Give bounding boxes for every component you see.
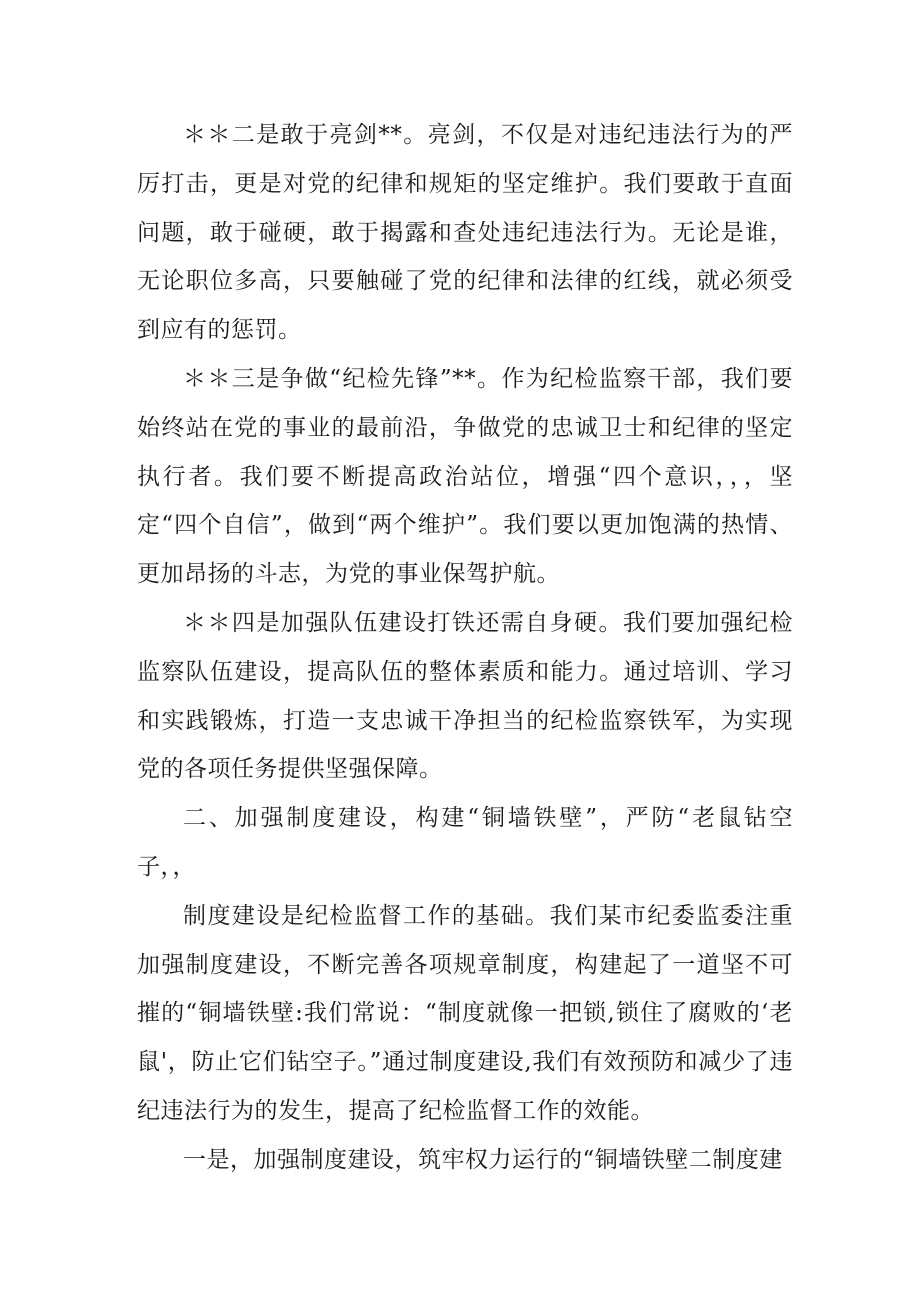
paragraph-team-building: ＊＊四是加强队伍建设打铁还需自身硬。我们要加强纪检监察队伍建设，提高队伍的整体素质和能力。通过培训、学习和实践锻炼，打造一支忠诚干净担当的纪检监察铁军，为实现党的各项任务提供坚强保障。 [137,609,793,783]
paragraph-system-foundation: 制度建设是纪检监督工作的基础。我们某市纪委监委注重加强制度建设，不断完善各项规章制度，构建起了一道坚不可摧的“铜墙铁壁:我们常说：“制度就像一把锁,锁住了腐败的‘老鼠'，防止它们钻空子。”通过制度建设,我们有效预防和减少了违纪违法行为的发生，提高了纪检监督工作的效能。 [137,902,793,1124]
paragraph-dare-to-draw-sword: ＊＊二是敢于亮剑**。亮剑，不仅是对违纪违法行为的严厉打击，更是对党的纪律和规矩的坚定维护。我们要敢于直面问题，敢于碰硬，敢于揭露和查处违纪违法行为。无论是谁，无论职位多高，只要触碰了党的纪律和法律的红线，就必须受到应有的惩罚。 [137,122,793,344]
paragraph-point-one: 一是，加强制度建设，筑牢权力运行的“铜墙铁壁二制度建 [183,1146,783,1173]
paragraph-discipline-vanguard: ＊＊三是争做“纪检先锋”**。作为纪检监察干部，我们要始终站在党的事业的最前沿，争做党的忠诚卫士和纪律的坚定执行者。我们要不断提高政治站位，增强“四个意识，，，坚定“四个自信”，做到“两个维护”。我们要以更加饱满的热情、更加昂扬的斗志，为党的事业保驾护航。 [137,365,793,588]
section-heading-system-building: 二、加强制度建设，构建“铜墙铁壁”，严防“老鼠钻空子，， [137,805,793,880]
document-body [137,111,793,1185]
